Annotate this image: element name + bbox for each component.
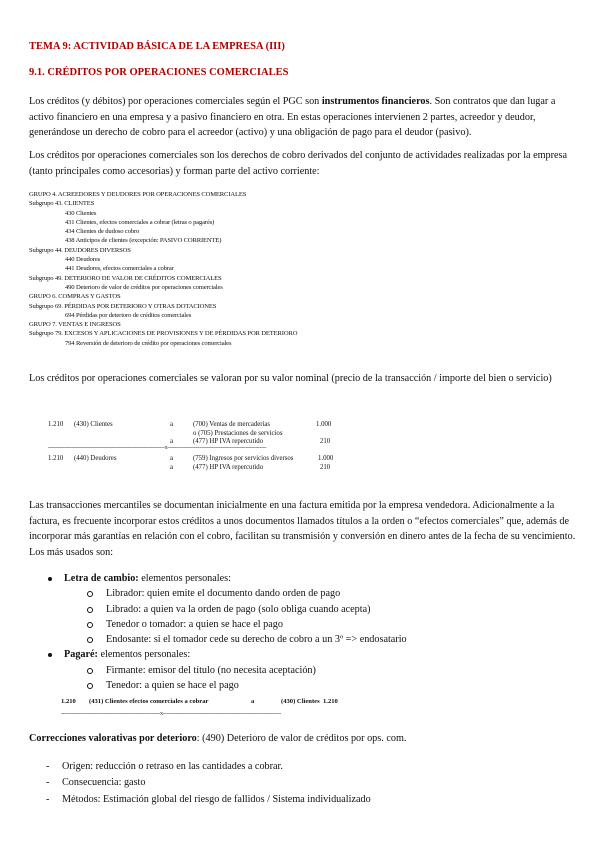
entry2-credit2: (477) HP IVA repercutido	[193, 463, 264, 471]
circle-bullet-icon	[87, 683, 93, 689]
journal-entry-2	[61, 698, 361, 708]
letra-label: Letra de cambio:	[64, 573, 139, 584]
entry2-value2: 210	[320, 463, 331, 471]
pgc-account: 434 Clientes de dudoso cobro	[65, 228, 140, 236]
section-heading: 9.1. CRÉDITOS POR OPERACIONES COMERCIALES	[29, 67, 289, 78]
dash-list	[29, 759, 371, 808]
j2-debit: (431) Clientes efectos comerciales a cobrar	[89, 698, 209, 705]
pgc-account: 441 Deudores, efectos comerciales a cobrar	[65, 265, 174, 273]
pgc-subgroup: Subgrupo 43. CLIENTES	[29, 200, 95, 208]
entry1-debit: (430) Clientes	[74, 421, 113, 428]
corrections-line	[29, 733, 406, 744]
paragraph-valuation: Los créditos por operaciones comerciales se valoran por su valor nominal (precio de la transacción / importe del bien o servicio)	[29, 373, 552, 384]
pagare-label: Pagaré:	[64, 649, 98, 661]
paragraph-definition: Los créditos por operaciones comerciales son los derechos de cobro derivados del conjunto de actividades realizadas por la empresa (tanto principales como accesorias) y forman parte del activo corriente:	[29, 150, 568, 177]
entry1-value1: 1.000	[316, 421, 332, 428]
journal1-separator: ------------------------------------------------------------------x--------------------------------------------------------	[48, 444, 267, 451]
paragraph-effects: Las transacciones mercantiles se documentan inicialmente en una factura emitida por la empresa vendedora. Adicionalmente a la factura, es frecuente incorporar estos créditos a unos documentos llamados títulos a la orden o “efectos comerciales” que, además de incorporar más garantías en relación con el cobro, facilitan su transmisión y conversión en dinero antes de la fecha de su vencimiento. Los más usados son:	[29, 500, 576, 558]
pagare-item: Firmante: emisor del título (no necesita aceptación)	[29, 663, 407, 678]
circle-bullet-icon	[87, 637, 93, 643]
bullet-dot-icon	[48, 653, 52, 657]
corrections-label: Correcciones valorativas por deterioro	[29, 733, 197, 744]
entry1-a2: a	[170, 438, 174, 446]
circle-bullet-icon	[87, 591, 93, 597]
dash-item: - Origen: reducción o retraso en las cantidades a cobrar.	[46, 761, 283, 772]
entry2-a2: a	[170, 463, 174, 471]
j2-amount: 1.210	[61, 698, 76, 705]
bullet-letra	[29, 571, 407, 586]
letra-item: Endosante: si el tomador cede su derecho de cobro a un 3º => endosatario	[29, 632, 407, 647]
pagare-item: Tenedor: a quien se hace el pago	[29, 678, 407, 693]
letra-item: Tenedor o tomador: a quien se hace el pago	[29, 617, 407, 632]
j2-credit: (430) Clientes	[281, 698, 320, 705]
entry2-a1: a	[170, 455, 174, 462]
pagare-rest: elementos personales:	[97, 649, 191, 661]
circle-bullet-icon	[87, 607, 93, 613]
entry1-value3: 210	[320, 438, 331, 446]
dash-item: - Consecuencia: gasto	[46, 777, 146, 789]
pgc-subgroup: Subgrupo 44. DEUDORES DIVERSOS	[29, 246, 131, 254]
intro-bold: instrumentos financieros	[321, 96, 430, 107]
entry1-credit3: (477) HP IVA repercutido	[193, 438, 264, 446]
pgc-account: 440 Deudores	[65, 256, 101, 264]
pgc-subgroup: Subgrupo 49. DETERIORO DE VALOR DE CRÉDITOS COMERCIALES	[29, 274, 222, 282]
circle-bullet-icon	[87, 622, 93, 628]
entry1-amount: 1.210	[48, 421, 64, 428]
letra-rest: elementos personales:	[138, 573, 231, 584]
journal2-separator: --------------------------------------------------------x-------------------------------------------------------------------	[61, 710, 281, 717]
pgc-subgroup: Subgrupo 79. EXCESOS Y APLICACIONES DE PROVISIONES Y DE PÉRDIDAS POR DETERIORO	[29, 330, 298, 338]
pgc-account: 431 Clientes, efectos comerciales a cobrar (letras o pagarés)	[65, 218, 215, 226]
entry2-value1: 1.000	[318, 455, 334, 462]
pgc-account: 794 Reversión de deterioro de crédito por operaciones comerciales	[65, 339, 232, 347]
entry1-a1: a	[170, 421, 174, 428]
pgc-account: 694 Pérdidas por deterioro de créditos comerciales	[65, 311, 192, 319]
circle-bullet-icon	[87, 668, 93, 674]
page-title: TEMA 9: ACTIVIDAD BÁSICA DE LA EMPRESA (III)	[29, 41, 285, 52]
dash-item: - Métodos: Estimación global del riesgo de fallidos / Sistema individualizado	[46, 793, 371, 805]
j2-a: a	[251, 698, 255, 705]
pgc-account: 430 Clientes	[65, 209, 97, 217]
letra-item: Librador: quien emite el documento dando orden de pago	[29, 586, 407, 601]
intro-text-1: Los créditos (y débitos) por operaciones comerciales según el PGC son	[29, 96, 322, 107]
pgc-account-list	[29, 190, 297, 348]
intro-text-2: . Son contratos que dan lugar a activo financiero en una empresa y a pasivo financiero en otra. En estas operaciones intervienen 2 partes, acreedor y deudor, generándose un derecho de cobro para el acreedor (activo) y una obligación de pago para el deudor (pasivo).	[29, 96, 556, 138]
pgc-account: 438 Anticipos de clientes (excepción: PASIVO CORRIENTE)	[65, 237, 222, 245]
corrections-rest: : (490) Deterioro de valor de créditos por ops. com.	[196, 733, 407, 744]
pgc-group: GRUPO 4. ACREEDORES Y DEUDORES POR OPERACIONES COMERCIALES	[29, 191, 247, 198]
entry1-credit1: (700) Ventas de mercaderías	[193, 421, 271, 428]
entry2-credit1: (759) Ingresos por servicios diversos	[193, 455, 294, 462]
paragraph-intro	[29, 94, 577, 141]
journal-entry-1	[48, 421, 348, 481]
bullet-pagare	[29, 647, 407, 662]
bullet-list	[29, 571, 407, 693]
entry2-debit: (440) Deudores	[74, 455, 117, 462]
pgc-group: GRUPO 6. COMPRAS Y GASTOS	[29, 293, 121, 301]
entry1-credit2: o (705) Prestaciones de servicios	[193, 429, 283, 437]
pgc-subgroup: Subgrupo 69. PÉRDIDAS POR DETERIORO Y OTRAS DOTACIONES	[29, 302, 217, 310]
letra-item: Librado: a quien va la orden de pago (solo obliga cuando acepta)	[29, 602, 407, 617]
j2-amount2: 1.210	[323, 698, 338, 705]
bullet-dot-icon	[48, 577, 52, 581]
entry2-amount: 1.210	[48, 455, 64, 462]
pgc-group: GRUPO 7. VENTAS E INGRESOS	[29, 321, 121, 329]
pgc-account: 490 Deterioro de valor de créditos por operaciones comerciales	[65, 283, 223, 291]
